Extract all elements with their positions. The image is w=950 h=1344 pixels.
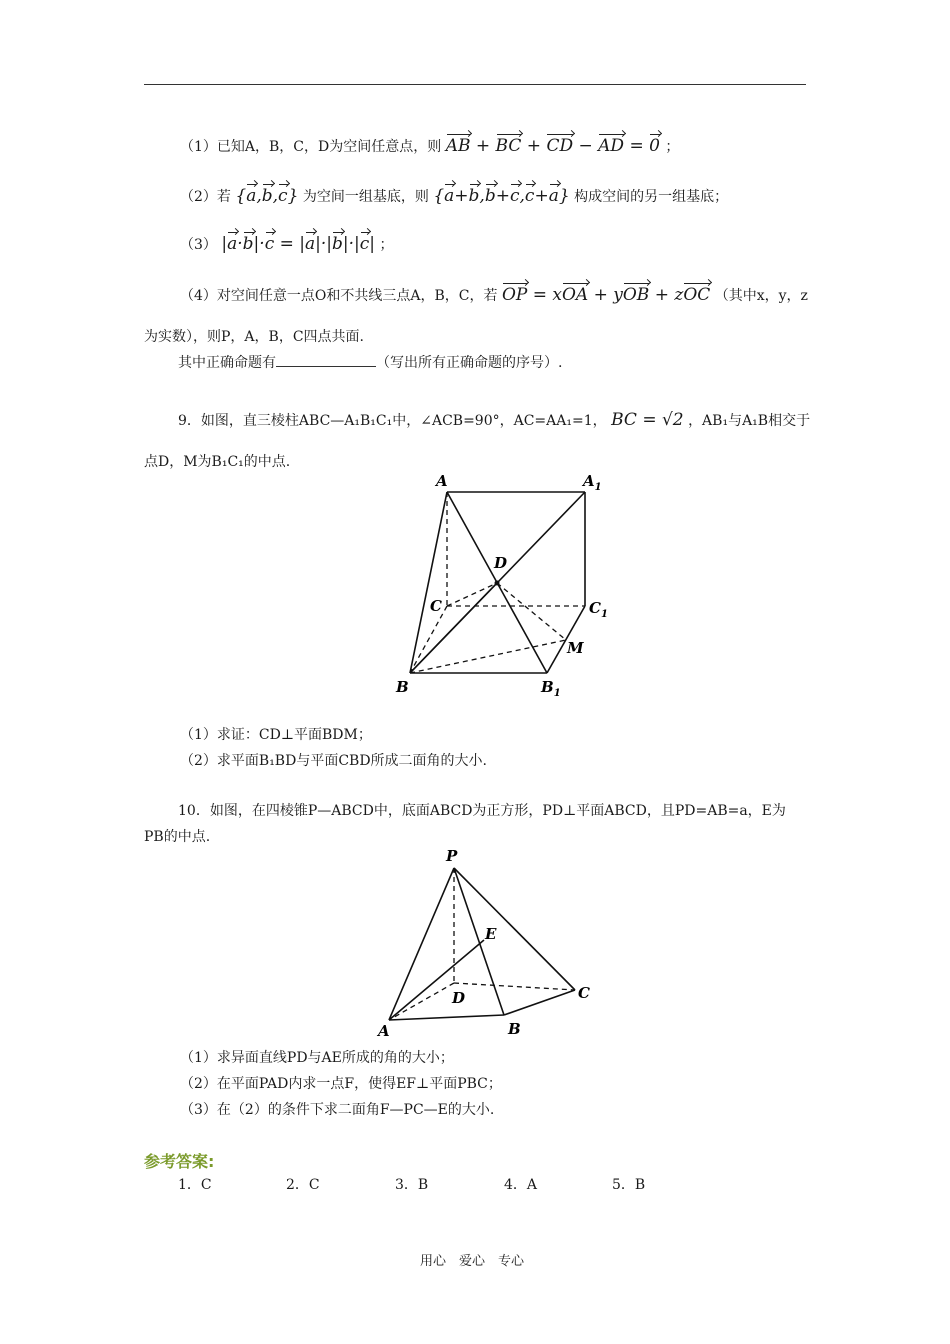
edge-p-c xyxy=(454,868,575,990)
prism-figure xyxy=(390,470,620,700)
label-d: D xyxy=(452,989,466,1007)
question-8-end: （写出所有正确命题的序号）. xyxy=(376,355,563,371)
problem-9-line2: 点D，M为B₁C₁的中点. xyxy=(144,454,291,470)
formula-vector-sum: AB + BC + CD − AD = 0 xyxy=(445,136,660,156)
edge-a-e xyxy=(389,940,484,1020)
problem-10-line2: PB的中点. xyxy=(144,829,211,845)
page-footer: 用心 爱心 专心 xyxy=(420,1254,525,1269)
edge-d-a xyxy=(389,983,454,1020)
problem-9-text-end: ，AB₁与A₁B相交于 xyxy=(688,413,811,429)
edge-d-c xyxy=(454,983,575,990)
label-c1: $C_1$ xyxy=(589,599,608,620)
statement-4-end: （其中x，y，z xyxy=(714,288,808,304)
answers-title: 参考答案: xyxy=(144,1152,215,1171)
problem-10-question-1: （1）求异面直线PD与AE所成的角的大小； xyxy=(180,1050,454,1066)
statement-3-end: ； xyxy=(379,237,394,253)
statement-2 xyxy=(180,186,728,206)
statement-3 xyxy=(180,234,393,254)
label-p: P xyxy=(446,847,458,865)
formula-basis: {a,b,c} xyxy=(235,186,299,206)
problem-10-question-2: （2）在平面PAD内求一点F，使得EF⊥平面PBC； xyxy=(180,1076,502,1092)
problem-10-question-3: （3）在（2）的条件下求二面角F—PC—E的大小. xyxy=(180,1102,495,1118)
formula-dot-product: |a·b|·c = |a|·|b|·|c| xyxy=(221,234,376,254)
label-a: A xyxy=(436,472,448,490)
statement-1-end: ； xyxy=(665,139,680,155)
label-d: D xyxy=(494,554,508,572)
edge-p-a xyxy=(389,868,454,1020)
edge-b-m xyxy=(410,640,566,673)
answer-item: 2．C xyxy=(286,1177,320,1193)
formula-bc: BC = √2 xyxy=(611,410,684,430)
edge-b-c xyxy=(504,990,575,1015)
statement-4 xyxy=(180,285,808,305)
label-c: C xyxy=(578,984,590,1002)
edge-d-m xyxy=(497,583,566,640)
statement-4-text: （4）对空间任意一点O和不共线三点A，B，C，若 xyxy=(180,288,498,304)
problem-9-text: 9．如图，直三棱柱ABC—A₁B₁C₁中，∠ACB=90°，AC=AA₁=1， xyxy=(178,413,607,429)
formula-op: OP = xOA + yOB + zOC xyxy=(501,285,711,305)
header-rule xyxy=(144,84,806,85)
label-b: B xyxy=(396,678,409,696)
problem-9-line1 xyxy=(178,410,810,430)
statement-1-text: （1）已知A，B，C，D为空间任意点，则 xyxy=(180,139,442,155)
question-8-text: 其中正确命题有 xyxy=(178,355,276,371)
label-b1: $B_1$ xyxy=(541,678,561,699)
answer-item: 3．B xyxy=(395,1177,429,1193)
label-e: E xyxy=(485,925,497,943)
label-a: A xyxy=(378,1022,390,1040)
statement-3-text: （3） xyxy=(180,237,217,253)
problem-9-question-2: （2）求平面B₁BD与平面CBD所成二面角的大小. xyxy=(180,753,487,769)
question-8 xyxy=(178,352,562,372)
answer-blank[interactable] xyxy=(276,354,376,367)
label-m: M xyxy=(567,639,584,657)
statement-2-text: （2）若 xyxy=(180,189,231,205)
edge-c-d xyxy=(447,583,497,606)
pyramid-figure xyxy=(374,843,604,1043)
edge-b-d xyxy=(410,583,497,673)
answer-item: 4．A xyxy=(504,1177,538,1193)
statement-2-middle: 为空间一组基底，则 xyxy=(302,189,429,205)
label-a1: $A_1$ xyxy=(583,472,602,493)
problem-10-line1: 10．如图，在四棱锥P—ABCD中，底面ABCD为正方形，PD⊥平面ABCD，且PD=AB=a，E为 xyxy=(178,803,786,819)
edge-a-b xyxy=(410,492,447,673)
edge-a-b xyxy=(389,1015,504,1020)
label-c: C xyxy=(430,597,442,615)
label-b: B xyxy=(508,1020,521,1038)
formula-new-basis: {a+b,b+c,c+a} xyxy=(433,186,570,206)
statement-1 xyxy=(180,136,679,156)
answer-item: 1．C xyxy=(178,1177,212,1193)
answer-item: 5．B xyxy=(612,1177,646,1193)
problem-9-question-1: （1）求证：CD⊥平面BDM； xyxy=(180,727,372,743)
statement-2-end: 构成空间的另一组基底； xyxy=(574,189,729,205)
statement-4-line2: 为实数），则P，A，B，C四点共面. xyxy=(144,329,364,345)
